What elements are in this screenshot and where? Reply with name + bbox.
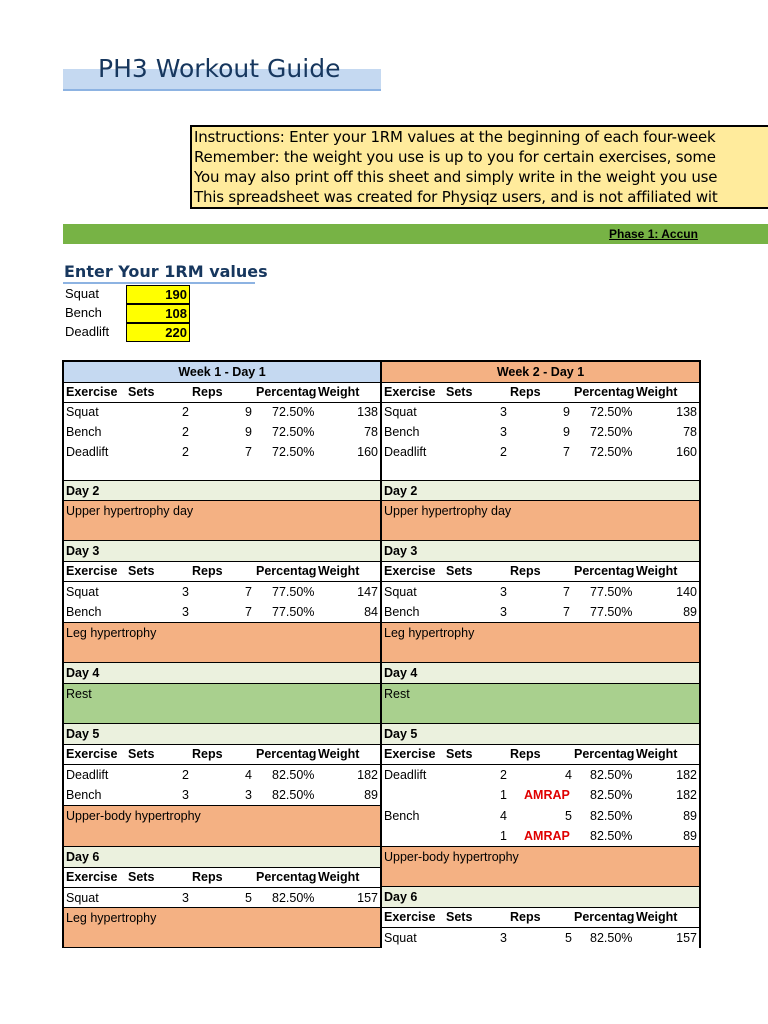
cell-exercise: Deadlift — [66, 445, 109, 459]
column-header-row — [382, 744, 699, 765]
rm-label-deadlift: Deadlift — [65, 324, 110, 339]
col-exercise: Exercise — [66, 564, 118, 578]
cell-percentage: 77.50% — [272, 605, 315, 619]
column-header-row — [382, 382, 699, 403]
note-cell — [382, 846, 699, 887]
cell-sets: 1 — [500, 829, 507, 843]
day-row — [64, 846, 380, 868]
note-cell — [382, 500, 699, 541]
col-reps: Reps — [510, 910, 541, 924]
instructions-box — [190, 125, 768, 209]
cell-exercise: Bench — [384, 809, 420, 823]
cell-sets: 3 — [182, 788, 189, 802]
cell-percentage: 82.50% — [272, 768, 315, 782]
note-text: Leg hypertrophy — [66, 911, 157, 925]
cell-exercise: Bench — [66, 605, 102, 619]
cell-reps: 9 — [245, 405, 252, 419]
col-reps: Reps — [510, 564, 541, 578]
column-header-row — [382, 561, 699, 582]
cell-reps: 7 — [245, 445, 252, 459]
col-reps: Reps — [192, 385, 223, 399]
instruction-line: You may also print off this sheet and simply write in the weight you use — [194, 168, 718, 186]
cell-weight: 182 — [357, 768, 378, 782]
week1-header-label: Week 1 - Day 1 — [178, 365, 266, 379]
col-sets: Sets — [128, 564, 155, 578]
col-percentage: Percentag — [574, 564, 635, 578]
cell-reps: 4 — [245, 768, 252, 782]
table-row — [382, 806, 699, 826]
cell-percentage: 82.50% — [272, 788, 315, 802]
week2-header-label: Week 2 - Day 1 — [496, 365, 585, 379]
table-row — [64, 765, 380, 785]
cell-reps: 9 — [563, 425, 570, 439]
col-percentage: Percentag — [256, 564, 317, 578]
cell-reps: 7 — [563, 605, 570, 619]
col-weight: Weight — [636, 747, 678, 761]
cell-weight: 89 — [364, 788, 378, 802]
cell-weight: 89 — [683, 605, 697, 619]
cell-reps: 4 — [565, 768, 572, 782]
rm-input-squat[interactable]: 190 — [126, 285, 190, 304]
day-label: Day 5 — [66, 727, 100, 741]
cell-weight: 160 — [676, 445, 697, 459]
col-reps: Reps — [192, 870, 223, 884]
cell-sets: 2 — [182, 445, 189, 459]
cell-reps: 5 — [245, 891, 252, 905]
rest-text: Rest — [66, 687, 92, 701]
col-percentage: Percentag — [574, 747, 635, 761]
week1-table — [62, 360, 382, 948]
rest-cell — [382, 683, 699, 724]
cell-sets: 3 — [182, 585, 189, 599]
day-label: Day 5 — [384, 727, 418, 741]
cell-weight: 84 — [364, 605, 378, 619]
col-sets: Sets — [446, 385, 473, 399]
cell-weight: 182 — [676, 788, 697, 802]
cell-percentage: 82.50% — [590, 768, 633, 782]
day-row — [64, 723, 380, 745]
cell-reps: 7 — [245, 605, 252, 619]
col-exercise: Exercise — [66, 870, 118, 884]
col-sets: Sets — [446, 747, 473, 761]
col-weight: Weight — [318, 747, 360, 761]
cell-weight: 89 — [683, 829, 697, 843]
note-cell — [64, 805, 380, 846]
col-exercise: Exercise — [66, 747, 118, 761]
col-weight: Weight — [318, 564, 360, 578]
cell-exercise: Bench — [66, 788, 102, 802]
table-row — [382, 826, 699, 846]
table-row — [382, 402, 699, 422]
cell-sets: 2 — [500, 768, 507, 782]
cell-percentage: 72.50% — [272, 425, 315, 439]
cell-percentage: 72.50% — [272, 445, 315, 459]
cell-sets: 1 — [500, 788, 507, 802]
col-reps: Reps — [510, 385, 541, 399]
table-row — [64, 402, 380, 422]
col-weight: Weight — [318, 385, 360, 399]
col-exercise: Exercise — [384, 385, 436, 399]
cell-sets: 3 — [500, 405, 507, 419]
day-row — [382, 480, 699, 502]
instruction-line: This spreadsheet was created for Physiqz users, and is not affiliated wit — [194, 188, 718, 206]
note-cell — [64, 622, 380, 663]
col-reps: Reps — [510, 747, 541, 761]
table-row — [64, 442, 380, 462]
table-row — [64, 582, 380, 602]
phase-bar — [63, 224, 768, 244]
cell-weight: 138 — [357, 405, 378, 419]
col-reps: Reps — [192, 747, 223, 761]
col-sets: Sets — [446, 910, 473, 924]
col-sets: Sets — [128, 870, 155, 884]
rest-text: Rest — [384, 687, 410, 701]
note-cell — [64, 907, 380, 947]
table-row — [64, 888, 380, 908]
note-text: Upper hypertrophy day — [66, 504, 194, 518]
cell-reps: 7 — [245, 585, 252, 599]
cell-exercise: Squat — [384, 405, 417, 419]
day-row — [382, 540, 699, 562]
cell-sets: 3 — [182, 891, 189, 905]
cell-percentage: 82.50% — [590, 788, 633, 802]
col-sets: Sets — [128, 385, 155, 399]
day-row — [64, 540, 380, 562]
cell-reps: 9 — [245, 425, 252, 439]
col-sets: Sets — [446, 564, 473, 578]
cell-weight: 157 — [676, 931, 697, 945]
cell-exercise: Squat — [384, 585, 417, 599]
cell-percentage: 77.50% — [590, 605, 633, 619]
cell-percentage: 72.50% — [590, 405, 633, 419]
week2-table — [380, 360, 701, 948]
rest-cell — [64, 683, 380, 724]
table-row — [382, 602, 699, 622]
note-text: Upper hypertrophy day — [384, 504, 512, 518]
day-row — [64, 662, 380, 684]
cell-weight: 78 — [364, 425, 378, 439]
cell-exercise: Bench — [66, 425, 102, 439]
cell-weight: 160 — [357, 445, 378, 459]
rm-label-squat: Squat — [65, 286, 99, 301]
cell-reps-amrap: AMRAP — [524, 829, 570, 843]
note-cell — [64, 500, 380, 541]
cell-weight: 147 — [357, 585, 378, 599]
cell-percentage: 72.50% — [272, 405, 315, 419]
cell-reps: 7 — [563, 445, 570, 459]
col-exercise: Exercise — [384, 910, 436, 924]
cell-percentage: 82.50% — [590, 931, 633, 945]
table-row — [382, 582, 699, 602]
cell-weight: 78 — [683, 425, 697, 439]
day-row — [382, 662, 699, 684]
cell-exercise: Squat — [66, 405, 99, 419]
cell-reps: 3 — [245, 788, 252, 802]
cell-weight: 89 — [683, 809, 697, 823]
day-row — [64, 480, 380, 502]
col-weight: Weight — [636, 385, 678, 399]
column-header-row — [64, 382, 380, 403]
day-label: Day 3 — [384, 544, 418, 558]
cell-sets: 2 — [182, 405, 189, 419]
cell-sets: 4 — [500, 809, 507, 823]
table-row — [64, 602, 380, 622]
table-row — [64, 422, 380, 442]
table-row — [64, 785, 380, 805]
day-row — [382, 723, 699, 745]
phase-label: Phase 1: Accun — [609, 227, 698, 241]
col-exercise: Exercise — [384, 747, 436, 761]
col-percentage: Percentag — [574, 385, 635, 399]
col-percentage: Percentag — [256, 385, 317, 399]
day-label: Day 2 — [66, 484, 100, 498]
week1-header — [64, 362, 380, 383]
instruction-line: Remember: the weight you use is up to you for certain exercises, some — [194, 148, 716, 166]
day-label: Day 4 — [66, 666, 100, 680]
cell-reps: 5 — [565, 809, 572, 823]
col-weight: Weight — [318, 870, 360, 884]
day-label: Day 3 — [66, 544, 100, 558]
cell-weight: 140 — [676, 585, 697, 599]
note-text: Leg hypertrophy — [384, 626, 475, 640]
col-weight: Weight — [636, 910, 678, 924]
note-cell — [382, 622, 699, 663]
col-weight: Weight — [636, 564, 678, 578]
col-percentage: Percentag — [256, 870, 317, 884]
cell-percentage: 77.50% — [272, 585, 315, 599]
table-row — [382, 422, 699, 442]
day-label: Day 6 — [66, 850, 100, 864]
cell-percentage: 72.50% — [590, 445, 633, 459]
cell-reps-amrap: AMRAP — [524, 788, 570, 802]
rm-heading: Enter Your 1RM values — [64, 262, 268, 281]
cell-sets: 2 — [182, 425, 189, 439]
col-exercise: Exercise — [384, 564, 436, 578]
rm-heading-underline — [63, 282, 255, 284]
table-row — [382, 765, 699, 785]
cell-exercise: Deadlift — [384, 768, 427, 782]
column-header-row — [64, 561, 380, 582]
cell-sets: 2 — [500, 445, 507, 459]
cell-exercise: Squat — [66, 585, 99, 599]
cell-percentage: 82.50% — [590, 809, 633, 823]
cell-sets: 3 — [500, 425, 507, 439]
rm-input-bench[interactable]: 108 — [126, 304, 190, 323]
cell-weight: 182 — [676, 768, 697, 782]
note-text: Upper-body hypertrophy — [66, 809, 201, 823]
col-percentage: Percentag — [574, 910, 635, 924]
day-label: Day 2 — [384, 484, 418, 498]
cell-weight: 157 — [357, 891, 378, 905]
cell-reps: 5 — [565, 931, 572, 945]
note-text: Leg hypertrophy — [66, 626, 157, 640]
cell-exercise: Bench — [384, 425, 420, 439]
col-reps: Reps — [192, 564, 223, 578]
col-percentage: Percentag — [256, 747, 317, 761]
column-header-row — [382, 907, 699, 928]
cell-percentage: 77.50% — [590, 585, 633, 599]
cell-sets: 2 — [182, 768, 189, 782]
instruction-line: Instructions: Enter your 1RM values at the beginning of each four-week — [194, 128, 716, 146]
cell-sets: 3 — [500, 585, 507, 599]
note-text: Upper-body hypertrophy — [384, 850, 519, 864]
table-row — [382, 442, 699, 462]
cell-percentage: 82.50% — [590, 829, 633, 843]
cell-exercise: Deadlift — [384, 445, 427, 459]
cell-sets: 3 — [500, 931, 507, 945]
day-label: Day 6 — [384, 890, 418, 904]
cell-reps: 9 — [563, 405, 570, 419]
page-title: PH3 Workout Guide — [98, 54, 341, 83]
cell-exercise: Bench — [384, 605, 420, 619]
cell-sets: 3 — [500, 605, 507, 619]
cell-sets: 3 — [182, 605, 189, 619]
column-header-row — [64, 744, 380, 765]
table-row — [382, 928, 699, 948]
table-row — [382, 785, 699, 805]
day-row — [382, 886, 699, 908]
cell-reps: 7 — [563, 585, 570, 599]
cell-percentage: 82.50% — [272, 891, 315, 905]
week2-header — [382, 362, 699, 383]
cell-percentage: 72.50% — [590, 425, 633, 439]
col-exercise: Exercise — [66, 385, 118, 399]
day-label: Day 4 — [384, 666, 418, 680]
column-header-row — [64, 867, 380, 888]
cell-exercise: Squat — [66, 891, 99, 905]
rm-label-bench: Bench — [65, 305, 102, 320]
cell-exercise: Deadlift — [66, 768, 109, 782]
col-sets: Sets — [128, 747, 155, 761]
cell-exercise: Squat — [384, 931, 417, 945]
rm-input-deadlift[interactable]: 220 — [126, 323, 190, 342]
cell-weight: 138 — [676, 405, 697, 419]
